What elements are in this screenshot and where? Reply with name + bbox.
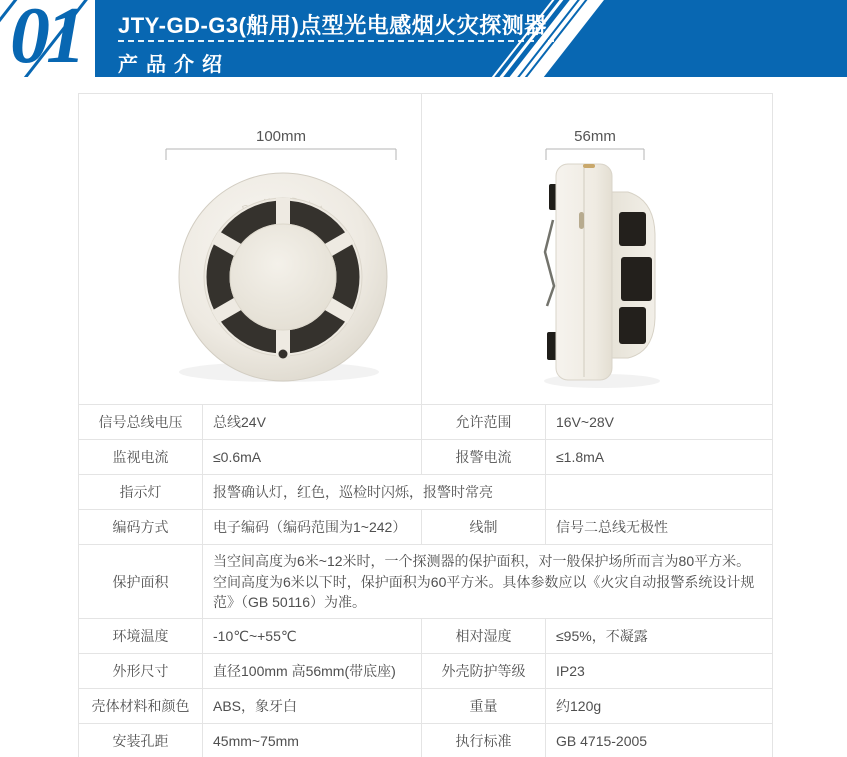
spec-value: IP23 xyxy=(546,654,773,689)
table-row xyxy=(79,619,773,654)
indicator-led xyxy=(279,350,288,359)
spec-value: GB 4715-2005 xyxy=(546,724,773,757)
mounting-wire xyxy=(545,220,554,306)
spec-value: ≤0.6mA xyxy=(203,440,422,475)
side-view-cell xyxy=(422,94,773,405)
spec-value: -10℃~+55℃ xyxy=(203,619,422,654)
spec-label: 外壳防护等级 xyxy=(422,654,546,689)
spec-value: 当空间高度为6米~12米时，一个探测器的保护面积，对一般保护场所而言为80平方米。空间高度为6米以下时，保护面积为60平方米。具体参数应以《火灾自动报警系统设计规范》（GB 50116）为准。 xyxy=(203,545,773,619)
spec-label: 重量 xyxy=(422,689,546,724)
spec-value: 约120g xyxy=(546,689,773,724)
table-row xyxy=(79,440,773,475)
section-number-corner xyxy=(0,0,95,77)
spec-value: ≤1.8mA xyxy=(546,440,773,475)
spec-label: 信号总线电压 xyxy=(79,405,203,440)
spec-value: ≤95%，不凝露 xyxy=(546,619,773,654)
spec-value: 直径100mm 高56mm(带底座) xyxy=(203,654,422,689)
smoke-detector-front-illustration xyxy=(89,100,432,393)
spec-label: 报警电流 xyxy=(422,440,546,475)
section-number: 01 xyxy=(10,0,82,77)
spec-value: ABS，象牙白 xyxy=(203,689,422,724)
spec-label: 环境温度 xyxy=(79,619,203,654)
spec-label: 指示灯 xyxy=(79,475,203,510)
spec-label: 保护面积 xyxy=(79,545,203,619)
front-dimension-line xyxy=(166,128,396,160)
table-row xyxy=(79,545,773,619)
front-dimension-label: 100mm xyxy=(255,128,307,145)
table-row xyxy=(79,724,773,757)
spec-label: 壳体材料和颜色 xyxy=(79,689,203,724)
spec-label: 外形尺寸 xyxy=(79,654,203,689)
title-dashed-divider xyxy=(118,40,554,42)
spec-table xyxy=(78,93,773,757)
spec-label: 执行标准 xyxy=(422,724,546,757)
spec-label: 相对湿度 xyxy=(422,619,546,654)
smoke-detector-side-illustration xyxy=(432,100,781,393)
spec-label: 监视电流 xyxy=(79,440,203,475)
spec-label: 编码方式 xyxy=(79,510,203,545)
lock-slot xyxy=(579,212,584,229)
spec-label: 线制 xyxy=(422,510,546,545)
spec-label: 允许范围 xyxy=(422,405,546,440)
spec-value: 信号二总线无极性 xyxy=(546,510,773,545)
table-row xyxy=(79,689,773,724)
spec-table-container xyxy=(78,93,773,757)
spec-value-empty xyxy=(546,475,773,510)
product-images-row xyxy=(79,94,773,405)
spec-value: 45mm~75mm xyxy=(203,724,422,757)
table-row xyxy=(79,405,773,440)
spec-label: 安装孔距 xyxy=(79,724,203,757)
spec-value: 报警确认灯，红色，巡检时闪烁，报警时常亮 xyxy=(203,475,546,510)
header-banner xyxy=(0,0,847,77)
spec-value: 电子编码（编码范围为1~242） xyxy=(203,510,422,545)
section-subtitle: 产品介绍 xyxy=(118,54,230,76)
table-row xyxy=(79,510,773,545)
side-dimension-label: 56mm xyxy=(574,128,616,145)
side-dimension-line xyxy=(546,128,644,160)
table-row xyxy=(79,475,773,510)
product-title: JTY-GD-G3(船用)点型光电感烟火灾探测器 xyxy=(118,13,547,38)
front-view-cell xyxy=(79,94,422,405)
spec-value: 16V~28V xyxy=(546,405,773,440)
spec-value: 总线24V xyxy=(203,405,422,440)
table-row xyxy=(79,654,773,689)
